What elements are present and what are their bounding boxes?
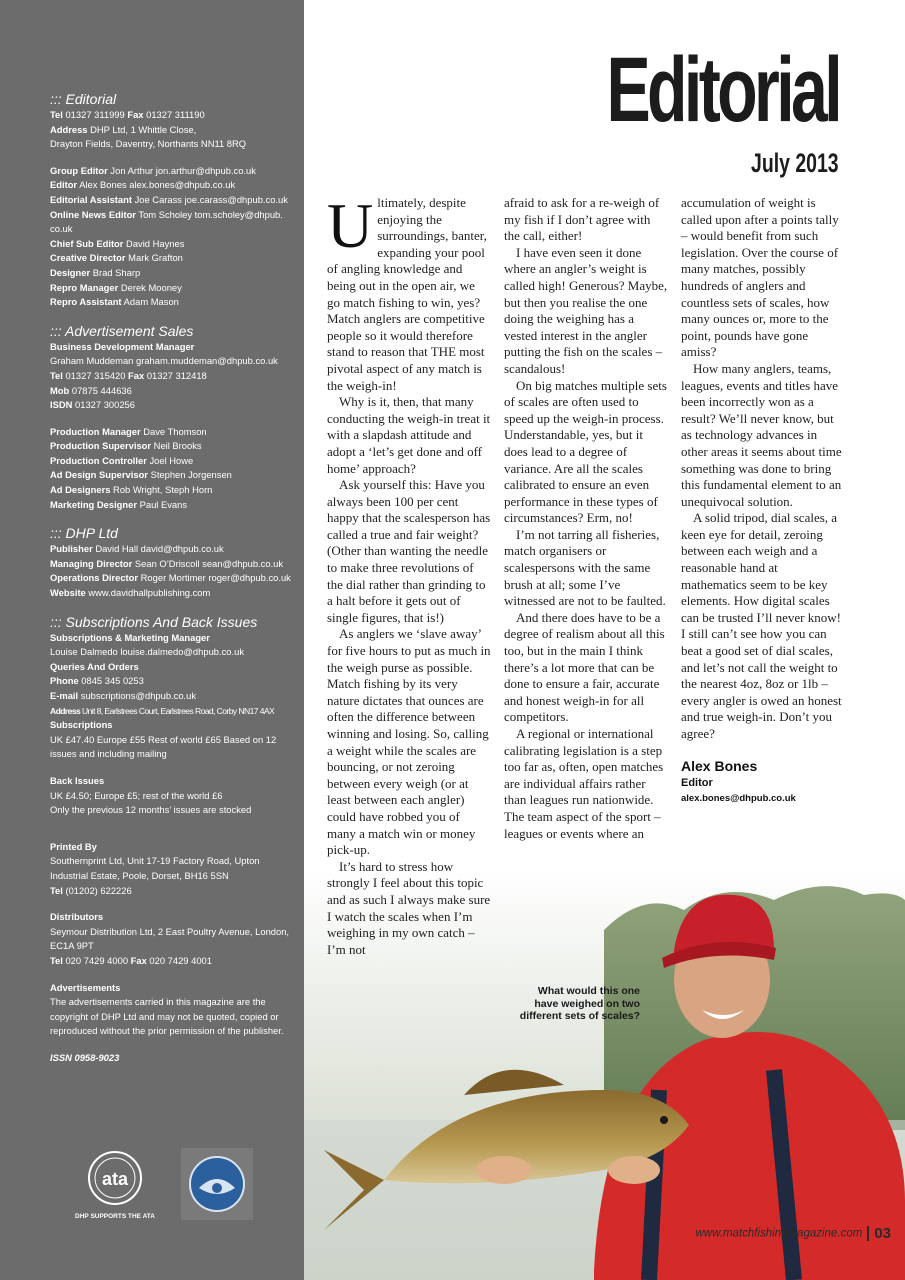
subs-address: Address Unit 8, Earlstrees Court, Earlstrees Road, Corby NN17 4AX — [50, 705, 275, 716]
paragraph: I’m not tarring all fisheries, match organisers or scalespersons with the same brush at all; some I’ve witnessed are not to be faulted. — [504, 526, 666, 609]
photo-caption: What would this one have weighed on two different sets of scales? — [519, 985, 640, 1022]
editorial-address: Address DHP Ltd, 1 Whittle Close, — [50, 123, 197, 135]
paragraph: Ask yourself this: Have you always been 100 per cent happy that the scalesperson has called a true and fair weight? (Other than wanting the needle to make three revolutions of the dial rather than grinding to a halt before it gets out of single figures, that is!) — [327, 477, 491, 625]
subs-label: Subscriptions — [50, 719, 113, 731]
paragraph: How many anglers, teams, leagues, events and titles have been incorrectly won as a result? We’ll never know, but as technology advances in other areas it seems about time something was done to bring this fundamental element to an unequivocal solution. — [681, 360, 842, 509]
distributors-phone: Tel 020 7429 4000 Fax 020 7429 4001 — [50, 954, 212, 966]
footer-divider — [867, 1226, 869, 1241]
paragraph: accumulation of weight is called upon after a points tally – would benefit from such legislation. Over the course of many matches, possibly hundreds of anglers and countless sets of scales, how many ounces or, more to the point, pounds have gone amiss? — [681, 195, 839, 360]
staff-line: Designer Brad Sharp — [50, 266, 141, 278]
paragraph: As anglers we ‘slave away’ for five hours to put as much in the weigh purse as possible. Match fishing by its very nature dictates that ounces are often the difference between winning and losing. So, calling a weight while the scales are bouncing, or not zeroing between every weigh (or at least between each angler) could have robbed you of many a match win or money pick-up. — [327, 626, 491, 858]
paragraph: And there does have to be a degree of realism about all this too, but in the main I think there’s a lot more that can be done to ensure a fair, accurate and honest weigh-in for all competitors. — [504, 609, 665, 725]
staff-line: Repro Assistant Adam Mason — [50, 296, 179, 308]
subs-manager-label: Subscriptions & Marketing Manager — [50, 631, 210, 643]
editorial-staff-list — [50, 164, 295, 310]
staff-line: Creative Director Mark Grafton — [50, 252, 183, 264]
editorial-heading: ::: Editorial — [50, 91, 117, 107]
page-number: 03 — [874, 1225, 891, 1242]
article-column-1 — [327, 190, 491, 958]
staff-line: co.uk — [50, 223, 73, 235]
staff-line: Marketing Designer Paul Evans — [50, 498, 188, 510]
paragraph: Why is it, then, that many conducting the weigh-in treat it with a slapdash attitude and adopt a ‘let’s get done and off home’ approach? — [327, 394, 491, 476]
staff-line: Ad Design Supervisor Stephen Jorgensen — [50, 469, 232, 481]
article-column-3 — [681, 195, 845, 806]
logo-caption: DHP SUPPORTS THE ATA — [75, 1213, 155, 1220]
paragraph: A solid tripod, dial scales, a keen eye for detail, zeroing between each weigh and a reasonable hand at mathematics seem to be key elements. How digital scales can be trusted I’ll never know! I still can’t see how you can beat a good set of dial scales, and let’s not call the weight to the nearest 4oz, 8oz or 1lb – every angler is owed an honest and true weigh-in. Don’t you agree? — [681, 510, 842, 741]
website-url[interactable]: www.matchfishingmagazine.com — [695, 1227, 863, 1240]
subs-email: E-mail subscriptions@dhpub.co.uk — [50, 690, 197, 701]
page-footer — [695, 1225, 891, 1242]
subs-manager: Louise Dalmedo louise.dalmedo@dhpub.co.uk — [50, 646, 245, 658]
logos — [75, 1148, 285, 1228]
staff-line: Production Supervisor Neil Brooks — [50, 440, 202, 452]
staff-line: Ad Designers Rob Wright, Steph Horn — [50, 484, 213, 496]
angling-trust-badge-icon — [181, 1148, 253, 1220]
masthead-content — [50, 90, 295, 1065]
paragraph: afraid to ask for a re-weigh of my fish if I don’t agree with the call, either! — [504, 195, 660, 244]
staff-line: Group Editor Jon Arthur jon.arthur@dhpub.co.uk — [50, 164, 256, 176]
bdm-label: Business Development Manager — [50, 340, 195, 352]
article-column-2 — [504, 195, 668, 842]
author-name: Alex Bones — [681, 757, 758, 774]
advertising-isdn: ISDN 01327 300256 — [50, 399, 135, 411]
staff-line: Website www.davidhallpublishing.com — [50, 587, 211, 599]
ads-text: The advertisements carried in this magazine are the copyright of DHP Ltd and may not be quoted, copied or reproduced without the prior permission of the publisher. — [50, 996, 284, 1037]
ata-logo-icon — [85, 1148, 145, 1208]
drop-cap: U — [327, 190, 374, 261]
author-email[interactable]: alex.bones@dhpub.co.uk — [681, 792, 796, 804]
masthead-sidebar — [0, 0, 304, 1280]
paragraph: On big matches multiple sets of scales are often used to speed up the weigh-in process. Understandable, yes, but it does lead to a degree of variance. Are all the scales calibrated to ensure an even performance in these types of circumstances? Erm, no! — [504, 377, 667, 526]
subs-rates: UK £47.40 Europe £55 Rest of world £65 Based on 12 issues and including mailing — [50, 733, 277, 760]
dhp-staff-list — [50, 542, 295, 600]
back-issues-note: Only the previous 12 months’ issues are stocked — [50, 804, 252, 816]
staff-line: Operations Director Roger Mortimer roger@dhpub.co.uk — [50, 572, 291, 584]
printed-text: Southernprint Ltd, Unit 17-19 Factory Road, Upton Industrial Estate, Poole, Dorset, BH16 5SN — [50, 855, 260, 881]
distributors-text: Seymour Distribution Ltd, 2 East Poultry Avenue, London, EC1A 9PT — [50, 925, 290, 952]
back-issues-label: Back Issues — [50, 774, 105, 786]
subs-phone: Phone 0845 345 0253 — [50, 675, 144, 687]
staff-line: Editor Alex Bones alex.bones@dhpub.co.uk — [50, 179, 236, 191]
advertising-mobile: Mob 07875 444636 — [50, 384, 132, 396]
printed-label: Printed By — [50, 840, 97, 852]
staff-line: Publisher David Hall david@dhpub.co.uk — [50, 543, 224, 555]
staff-line: Editorial Assistant Joe Carass joe.carass@dhpub.co.uk — [50, 193, 288, 205]
ads-label: Advertisements — [50, 981, 121, 993]
bdm-contact: Graham Muddeman graham.muddeman@dhpub.co.uk — [50, 355, 278, 367]
staff-line: Online News Editor Tom Scholey tom.scholey@dhpub. — [50, 208, 283, 220]
production-staff-list — [50, 425, 295, 513]
advertising-phone-line: Tel 01327 315420 Fax 01327 312418 — [50, 369, 207, 381]
issn: ISSN 0958-9023 — [50, 1051, 120, 1063]
staff-line: Production Controller Joel Howe — [50, 454, 194, 466]
staff-line: Managing Director Sean O’Driscoll sean@dhpub.co.uk — [50, 557, 284, 569]
dhp-heading: ::: DHP Ltd — [50, 525, 118, 542]
page-title: Editorial — [606, 39, 839, 141]
paragraph: It’s hard to stress how strongly I feel about this topic and as such I always make sure I watch the scales when I’m weighing in my own catch – I’m not — [327, 858, 491, 957]
editorial-phone-line: Tel 01327 311999 Fax 01327 311190 — [50, 109, 205, 120]
distributors-label: Distributors — [50, 911, 104, 923]
subscriptions-heading: ::: Subscriptions And Back Issues — [50, 613, 258, 630]
staff-line: Chief Sub Editor David Haynes — [50, 237, 185, 249]
queries-label: Queries And Orders — [50, 660, 139, 672]
issue-date: July 2013 — [751, 148, 839, 178]
advertising-heading: ::: Advertisement Sales — [50, 322, 194, 339]
printed-phone: Tel (01202) 622226 — [50, 884, 132, 896]
paragraph: Ultimately, despite enjoying the surroundings, banter, expanding your pool of angling knowledge and being out in the open air, we go match fishing to win, yes? Match anglers are competitive people so it would therefore stand to reason that THE most pivotal aspect of any match is the weigh-in! — [327, 190, 487, 393]
staff-line: Repro Manager Derek Mooney — [50, 281, 182, 293]
ata-logo-text: ata — [101, 1169, 129, 1189]
editorial-address-2: Drayton Fields, Daventry, Northants NN11 8RQ — [50, 138, 247, 150]
paragraph: I have even seen it done where an angler’s weight is called high! Generous? Maybe, but then you realise the one doing the weighing has a vested interest in the angler putting the fish on the scales – scandalous! — [504, 244, 668, 376]
author-role: Editor — [681, 776, 713, 789]
paragraph: A regional or international calibrating legislation is a step too far as, often, open matches are individual affairs rather than leagues run nationwide. The team aspect of the sport – leagues or events where an — [504, 726, 664, 841]
back-issues-prices: UK £4.50; Europe £5; rest of the world £6 — [50, 789, 223, 801]
staff-line: Production Manager Dave Thomson — [50, 425, 207, 437]
